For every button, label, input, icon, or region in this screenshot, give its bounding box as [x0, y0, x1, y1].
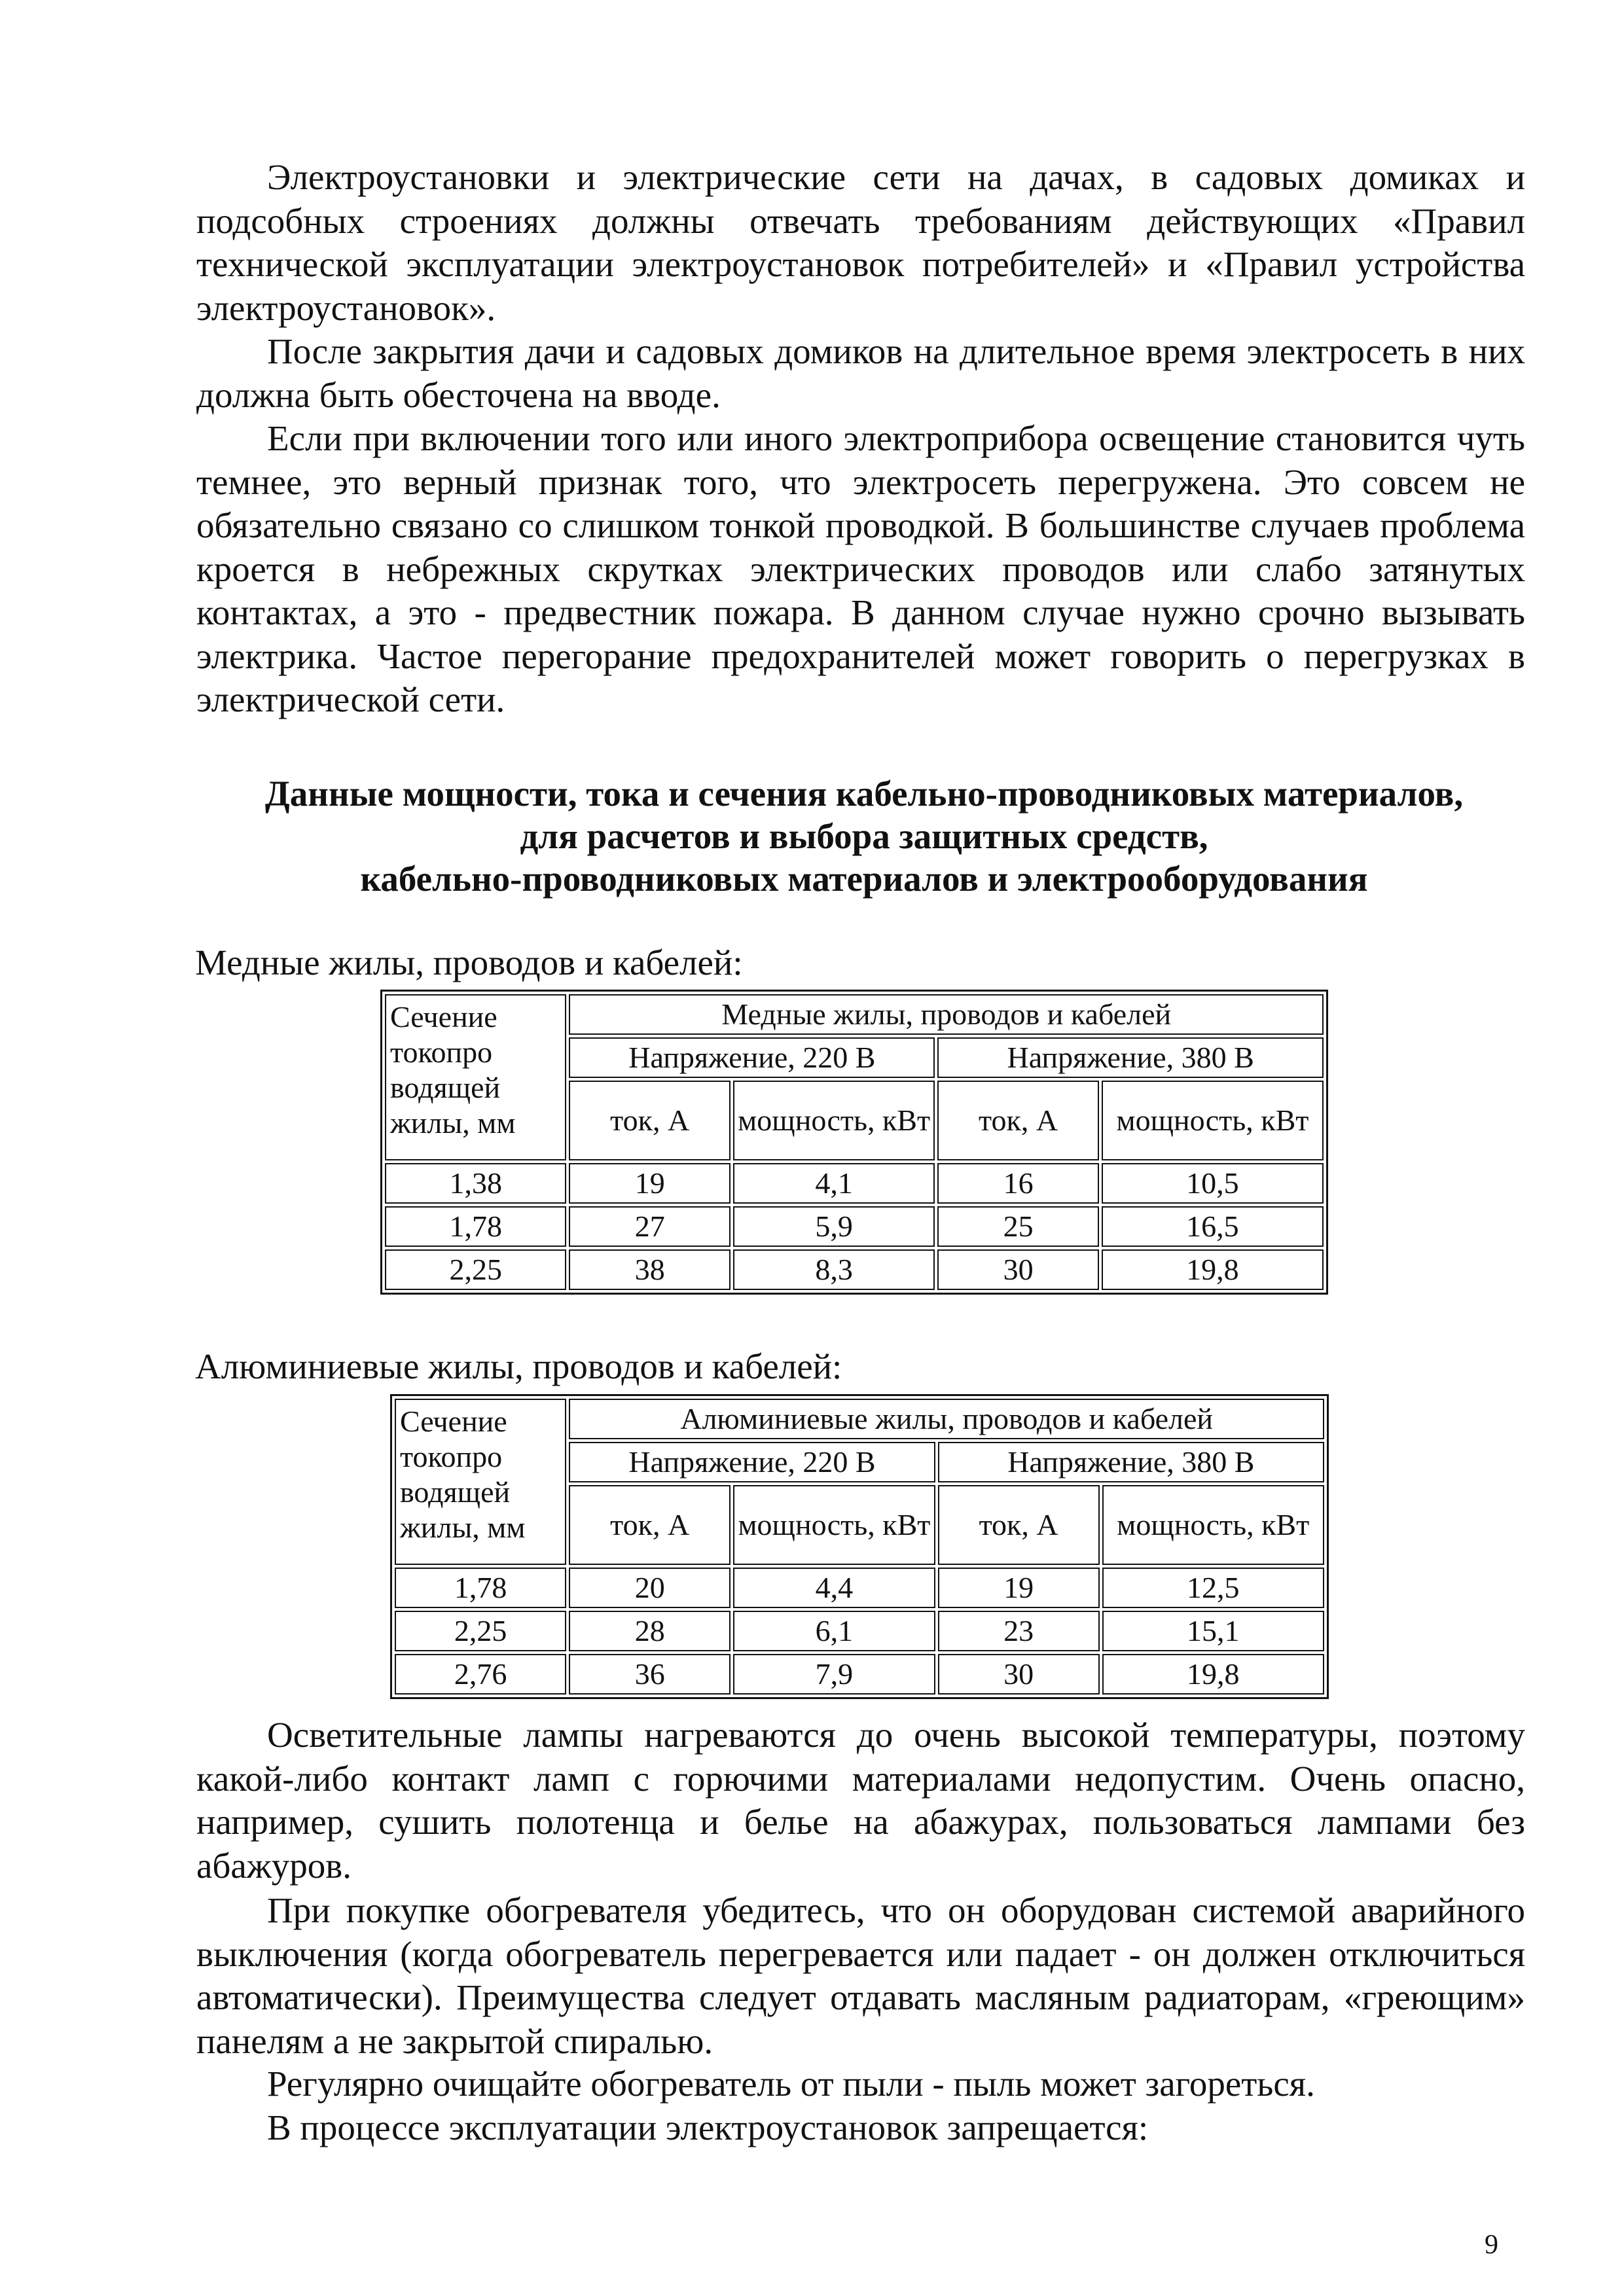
current-header: ток, А	[938, 1485, 1100, 1565]
heading-line: для расчетов и выбора защитных средств,	[520, 816, 1208, 856]
current-cell: 23	[938, 1611, 1100, 1651]
table-group-header: Алюминиевые жилы, проводов и кабелей	[569, 1399, 1324, 1439]
power-cell: 10,5	[1102, 1163, 1324, 1204]
heading-line: Данные мощности, тока и сечения кабельно-проводниковых материалов,	[264, 774, 1464, 814]
current-cell: 27	[569, 1206, 731, 1247]
current-cell: 30	[938, 1654, 1100, 1695]
table-row	[385, 1249, 1324, 1290]
power-cell: 4,4	[733, 1568, 935, 1608]
power-header: мощность, кВт	[733, 1485, 935, 1565]
voltage-380-header: Напряжение, 380 В	[938, 1442, 1324, 1482]
current-cell: 36	[569, 1654, 731, 1695]
section-column-header: Сечение токопро водящей жилы, мм	[395, 1399, 566, 1565]
current-header: ток, А	[937, 1081, 1099, 1160]
current-cell: 30	[937, 1249, 1099, 1290]
heater-paragraph: При покупке обогревателя убедитесь, что он оборудован системой аварийного выключения (когда обогреватель перегревается или падает - он должен отключиться автоматически). Преимущества следует отдавать масляным радиаторам, «греющим» панелям а не закрытой спиралью.	[196, 1890, 1525, 2061]
copper-table-caption: Медные жилы, проводов и кабелей:	[195, 942, 743, 982]
power-cell: 19,8	[1102, 1249, 1324, 1290]
table-row	[395, 1568, 1324, 1608]
intro-paragraph: Электроустановки и электрические сети на дачах, в садовых домиках и подсобных строениях должны отвечать требованиям действующих «Правил технической эксплуатации электроустановок потребителей» и «Правил устройства электроустановок».	[196, 157, 1525, 328]
copper-wire-table	[380, 990, 1328, 1295]
section-column-header: Сечение токопро водящей жилы, мм	[385, 994, 566, 1160]
section-cell: 2,76	[395, 1654, 566, 1695]
voltage-380-header: Напряжение, 380 В	[937, 1037, 1324, 1078]
deenergize-paragraph: После закрытия дачи и садовых домиков на длительное время электросеть в них должна быть обесточена на вводе.	[196, 331, 1525, 415]
current-header: ток, А	[569, 1485, 731, 1565]
power-cell: 4,1	[733, 1163, 935, 1204]
aluminum-table-caption: Алюминиевые жилы, проводов и кабелей:	[195, 1346, 842, 1386]
current-cell: 25	[937, 1206, 1099, 1247]
power-cell: 6,1	[733, 1611, 935, 1651]
current-cell: 38	[569, 1249, 731, 1290]
aluminum-wire-table	[390, 1394, 1329, 1699]
table-row	[385, 1206, 1324, 1247]
table-row	[395, 1611, 1324, 1651]
voltage-220-header: Напряжение, 220 В	[569, 1037, 935, 1078]
power-cell: 15,1	[1102, 1611, 1324, 1651]
voltage-220-header: Напряжение, 220 В	[569, 1442, 935, 1482]
section-cell: 1,78	[395, 1568, 566, 1608]
current-cell: 20	[569, 1568, 731, 1608]
current-cell: 28	[569, 1611, 731, 1651]
power-cell: 5,9	[733, 1206, 935, 1247]
current-cell: 19	[569, 1163, 731, 1204]
power-header: мощность, кВт	[1102, 1485, 1324, 1565]
table-row	[395, 1654, 1324, 1695]
heading-line: кабельно-проводниковых материалов и электрооборудования	[360, 859, 1368, 899]
overload-paragraph: Если при включении того или иного электроприбора освещение становится чуть темнее, это верный признак того, что электросеть перегружена. Это совсем не обязательно связано со слишком тонкой проводкой. В большинстве случаев проблема кроется в небрежных скрутках электрических проводов или слабо затянутых контактах, а это - предвестник пожара. В данном случае нужно срочно вызывать электрика. Частое перегорание предохранителей может говорить о перегрузках в электрической сети.	[196, 418, 1525, 719]
power-cell: 16,5	[1102, 1206, 1324, 1247]
section-cell: 2,25	[385, 1249, 566, 1290]
section-heading	[144, 772, 1584, 900]
power-cell: 7,9	[733, 1654, 935, 1695]
section-cell: 1,38	[385, 1163, 566, 1204]
prohibitions-paragraph: В процессе эксплуатации электроустановок запрещается:	[267, 2108, 1149, 2147]
current-cell: 16	[937, 1163, 1099, 1204]
current-cell: 19	[938, 1568, 1100, 1608]
table-group-header: Медные жилы, проводов и кабелей	[569, 994, 1324, 1035]
section-cell: 1,78	[385, 1206, 566, 1247]
page-number: 9	[1485, 2230, 1498, 2260]
power-cell: 12,5	[1102, 1568, 1324, 1608]
power-header: мощность, кВт	[1102, 1081, 1324, 1160]
table-row	[385, 1163, 1324, 1204]
lamps-paragraph: Осветительные лампы нагреваются до очень высокой температуры, поэтому какой-либо контакт ламп с горючими материалами недопустим. Очень опасно, например, сушить полотенца и белье на абажурах, пользоваться лампами без абажуров.	[196, 1715, 1525, 1886]
current-header: ток, А	[569, 1081, 731, 1160]
power-cell: 8,3	[733, 1249, 935, 1290]
power-header: мощность, кВт	[733, 1081, 935, 1160]
section-cell: 2,25	[395, 1611, 566, 1651]
dust-paragraph: Регулярно очищайте обогреватель от пыли - пыль может загореться.	[267, 2064, 1315, 2104]
power-cell: 19,8	[1102, 1654, 1324, 1695]
